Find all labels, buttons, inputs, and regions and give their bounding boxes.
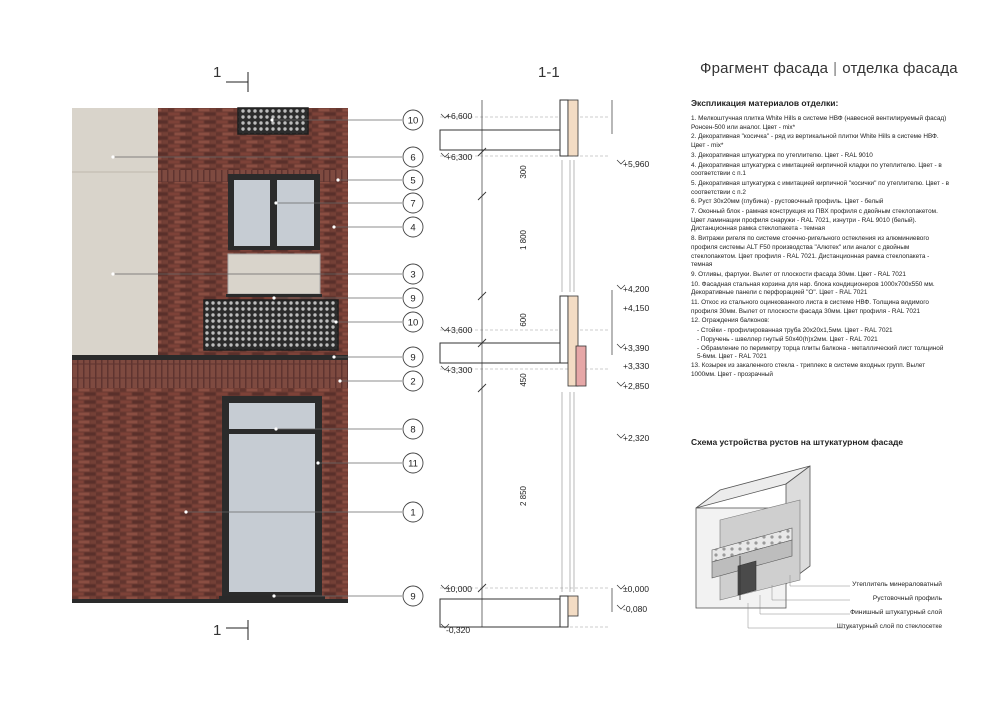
elevation-label: ±0,000 [623,584,649,594]
elevation-label: +3,600 [446,325,473,335]
callout-number: 11 [408,458,418,470]
dimension-label: 300 [519,165,528,179]
title-left: Фрагмент фасада [700,60,829,77]
callout-number: 10 [407,317,419,329]
scheme-layer-label: Штукатурный слой по стеклосетке [836,623,942,630]
slab-upper [440,130,560,150]
window-glass-left [234,180,270,246]
callout-number: 7 [410,198,416,210]
elevation-label: +6,300 [446,152,473,162]
callout-number: 1 [410,507,416,519]
legend-item: 10. Фасадная стальная корзина для нар. блока кондиционеров 1000х700х550 мм. Декоративные панели с перфорацией "О". Цвет - RAL 7021 [691,280,935,297]
callout-number: 4 [410,222,416,234]
title-right: отделка фасада [842,60,958,77]
scheme-layer-label: Финишный штукатурный слой [850,609,942,616]
legend-item: 7. Оконный блок - рамная конструкция из ПВХ профиля с двойным стеклопакетом. Цвет ламинации профиля снаружи - RAL 7021, изнутри - RAL 9010 (белый). Дистанционная рамка стеклопакета - темная [691,208,938,233]
elevation-label: +3,390 [623,343,650,353]
dimension-label: 600 [519,313,528,327]
insulation-ground [568,596,578,616]
legend-item: 5. Декоративная штукатурка с имитацией кирпичной "косички" по утеплителю. Цвет - в соответствии с п.2 [691,179,949,196]
legend-item: 4. Декоративная штукатурка с имитацией кирпичной кладки по утеплителю. Цвет - в соответствии с п.1 [691,161,942,178]
elevation-labels [446,111,650,635]
scheme-layer-label: Рустовочный профиль [872,595,942,602]
legend-item: 6. Руст 30х20мм (глубина) - рустовочный профиль. Цвет - белый [691,198,884,206]
elevation-label: +6,600 [446,111,473,121]
rustication-scheme [696,466,850,628]
legend-item: 8. Витражи ригеля по системе стоечно-ригельного остекления из алюминиевого профиля системы ALT F50 производства "Алютех" или аналог с двойным стеклопакетом. Цвет профиля - RAL 7021. Дистанционная рамка стеклопакета - темная [691,235,930,269]
door-transom-glass [229,403,315,429]
elevation-label: +2,850 [623,381,650,391]
legend-item: 11. Откос из стального оцинкованного листа в системе НВФ. Толщина видимого профиля 30мм. Вылет от плоскости фасада 30мм. Цвет профиля - RAL 7021 [691,299,929,315]
door-threshold [219,596,325,599]
legend-item: 3. Декоративная штукатурка по утеплителю. Цвет - RAL 9010 [691,151,873,159]
wall-mid [560,296,568,363]
door-glass [229,434,315,592]
scheme-title: Схема устройства рустов на штукатурном фасаде [691,437,904,447]
elevation-label: +5,960 [623,159,650,169]
elevation-label: +4,150 [623,303,650,313]
callout-bubbles [403,110,423,606]
dimension-labels [519,165,528,506]
scheme-layer-label: Утеплитель минераловатный [852,581,942,588]
callout-number: 5 [410,175,416,187]
title-separator: | [833,60,838,77]
dimension-label: 450 [519,373,528,387]
decorative-band [72,360,348,388]
callout-number: 3 [410,269,416,281]
legend-item: 2. Декоративная "косичка" - ряд из вертикальной плитки White Hills в системе НВФ. Цвет - mix* [691,133,939,150]
dimension-label: 1 800 [519,229,528,251]
elevation-label: ±0,000 [446,584,472,594]
wall-upper [560,100,568,156]
wall-ground [560,596,568,627]
slab-mid [440,343,560,363]
elevation-label: +3,330 [623,361,650,371]
base-flashing [72,599,348,603]
elevation-label: -0,080 [623,604,648,614]
callout-number: 9 [410,591,416,603]
legend-item: 13. Козырек из закаленного стекла - триплекс в системе входных групп. Вылет 1000мм. Цвет - прозрачный [691,361,926,378]
ac-basket-mid [204,300,338,350]
window-glass-right [277,180,314,246]
elevation-label: +3,300 [446,365,473,375]
elevation-label: +2,320 [623,433,650,443]
callout-number: 9 [410,352,416,364]
flashing [72,355,348,360]
brick-veneer [576,346,586,386]
callout-number: 10 [407,115,419,127]
section-marker-top: 1 [213,64,222,81]
callout-number: 6 [410,152,416,164]
legend-item: 12. Ограждения балконов: [691,317,770,325]
legend-subitem: - Стойки - профилированная труба 20х20х1,5мм. Цвет - RAL 7021 [697,327,893,335]
callout-number: 2 [410,376,416,388]
legend-subitem: - Поручень - швеллер гнутый 50х40(h)х2мм. Цвет - RAL 7021 [697,335,878,343]
dimension-label: 2 850 [519,485,528,507]
slab-ground [440,599,560,627]
callout-number: 9 [410,293,416,305]
legend-item: 9. Отливы, фартуки. Вылет от плоскости фасада 30мм. Цвет - RAL 7021 [691,270,906,278]
legend-title: Экспликация материалов отделки: [691,98,839,108]
callout-number: 8 [410,424,416,436]
materials-legend [691,115,949,380]
plaster-facade [72,108,158,356]
section-marker-bottom: 1 [213,622,222,639]
insulation-upper [568,100,578,156]
legend-subitem: - Обрамление по периметру торца плиты балкона - металлический лист толщиной 5-6мм. Цвет - RAL 7021 [697,344,944,361]
legend-item: 1. Мелкоштучная плитка White Hills в системе НВФ (навесной вентилируемый фасад) Ронсен-500 или аналог. Цвет - mix* [691,115,947,131]
elevation-label: -0,320 [446,625,471,635]
section-view-label: 1-1 [538,64,560,81]
elevation-label: +4,200 [623,284,650,294]
